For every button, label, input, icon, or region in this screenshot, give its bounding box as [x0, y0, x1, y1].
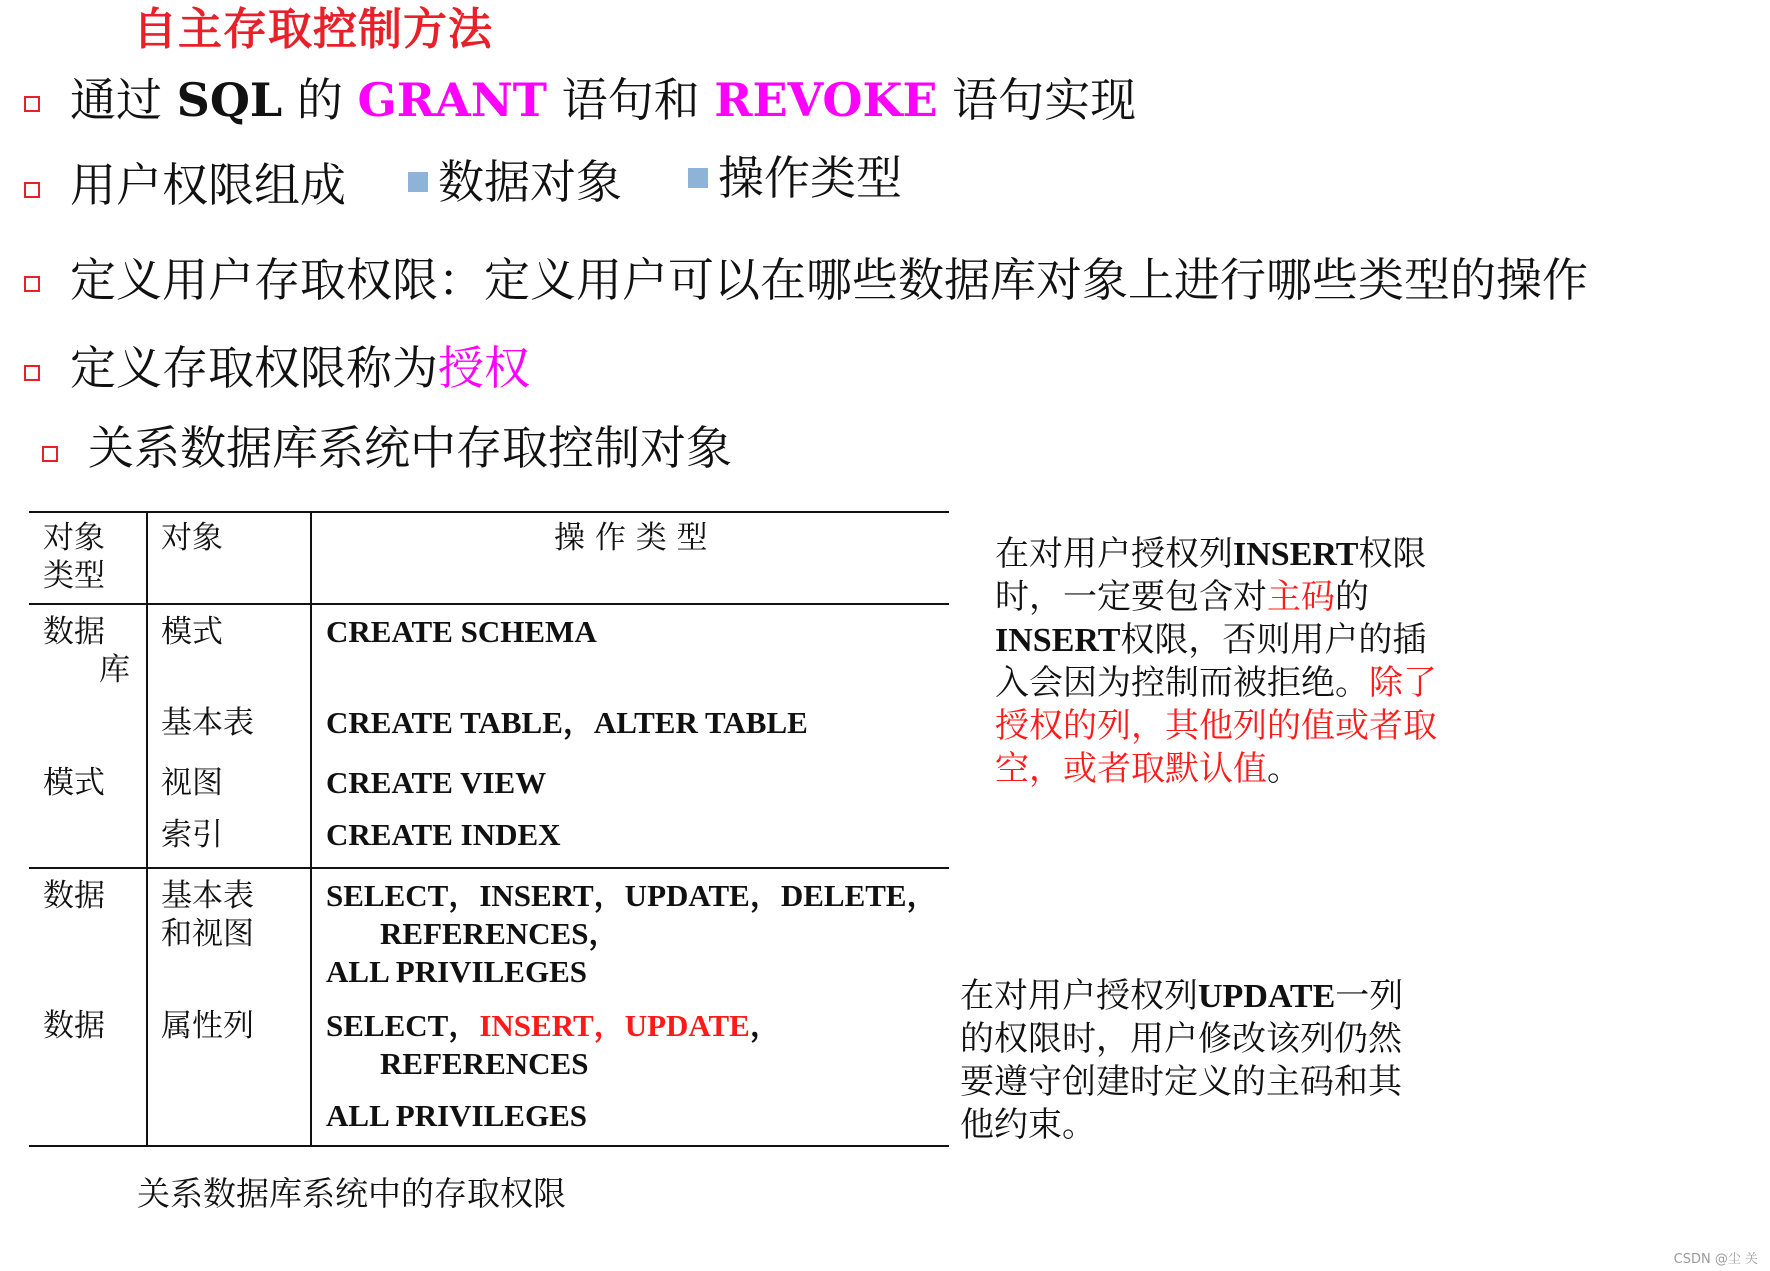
line1-sql: SQL: [176, 73, 283, 127]
table-rule: [29, 511, 949, 513]
bullet-icon: [42, 446, 58, 462]
permission-item-data-object: 数据对象: [408, 152, 622, 212]
header-object-type: 对象 类型: [43, 520, 105, 594]
square-bullet-icon: [408, 172, 428, 192]
type-schema: 模式: [43, 765, 105, 801]
ops-table-privileges: SELECT，INSERT，UPDATE，DELETE， REFERENCES， ALL PRIVILEGES: [326, 878, 938, 989]
page-title: 自主存取控制方法: [133, 4, 493, 55]
line-define-access: 定义用户存取权限：定义用户可以在哪些数据库对象上进行哪些类型的操作: [70, 253, 1588, 307]
table-rule: [29, 603, 949, 605]
authorization-highlight: 授权: [438, 341, 530, 395]
line1-grant: GRANT: [357, 73, 547, 127]
line1-mid2: 语句和: [547, 73, 715, 127]
bullet-icon: [24, 182, 40, 198]
note-update-privilege: 在对用户授权列UPDATE一列 的权限时，用户修改该列仍然 要遵守创建时定义的主码和其 他约束。: [960, 976, 1404, 1145]
type-data: 数据: [43, 878, 105, 914]
line-permission-components: [70, 155, 346, 215]
note-insert-privilege: 在对用户授权列INSERT权限 时，一定要包含对主码的 INSERT权限，否则用户的插 入会因为控制而被拒绝。除了 授权的列，其他列的值或者取 空，或者取默认值。: [995, 534, 1437, 789]
object-column: 属性列: [161, 1008, 254, 1044]
ops-create-table: CREATE TABLE，ALTER TABLE: [326, 705, 808, 740]
bullet-icon: [24, 276, 40, 292]
type-data: 数据: [43, 1008, 105, 1044]
ops-column-privileges: SELECT，INSERT，UPDATE， REFERENCES ALL PRIVILEGES: [326, 1008, 781, 1133]
permission-item-op-type: 操作类型: [688, 148, 902, 208]
table-rule: [29, 867, 949, 869]
line-grant-revoke: [70, 70, 1136, 130]
square-bullet-icon: [688, 168, 708, 188]
table-rule: [29, 1145, 949, 1147]
object-view: 视图: [161, 765, 223, 801]
type-database: 数据 库: [43, 614, 130, 688]
table-rule: [310, 511, 312, 1147]
line1-post: 语句实现: [937, 73, 1137, 127]
header-object: 对象: [161, 520, 223, 556]
ops-create-index: CREATE INDEX: [326, 817, 561, 852]
line-authorization: 定义存取权限称为授权: [70, 341, 530, 395]
ops-create-view: CREATE VIEW: [326, 765, 547, 800]
object-table-and-view: 基本表 和视图: [161, 878, 254, 952]
line2-text: 用户权限组成: [70, 158, 346, 212]
line1-mid: 的: [282, 73, 358, 127]
object-schema: 模式: [161, 614, 223, 650]
line1-pre: 通过: [70, 73, 177, 127]
access-privileges-table: [29, 511, 949, 1147]
bullet-icon: [24, 96, 40, 112]
line-access-objects: 关系数据库系统中存取控制对象: [88, 421, 732, 475]
table-caption: 关系数据库系统中的存取权限: [137, 1174, 566, 1213]
watermark: CSDN @尘 关: [1673, 1252, 1758, 1267]
table-rule: [146, 511, 148, 1147]
object-index: 索引: [161, 817, 223, 853]
bullet-icon: [24, 365, 40, 381]
ops-create-schema: CREATE SCHEMA: [326, 614, 597, 649]
line1-revoke: REVOKE: [714, 73, 938, 127]
header-operation-type: 操 作 类 型: [554, 520, 708, 556]
object-base-table: 基本表: [161, 705, 254, 741]
